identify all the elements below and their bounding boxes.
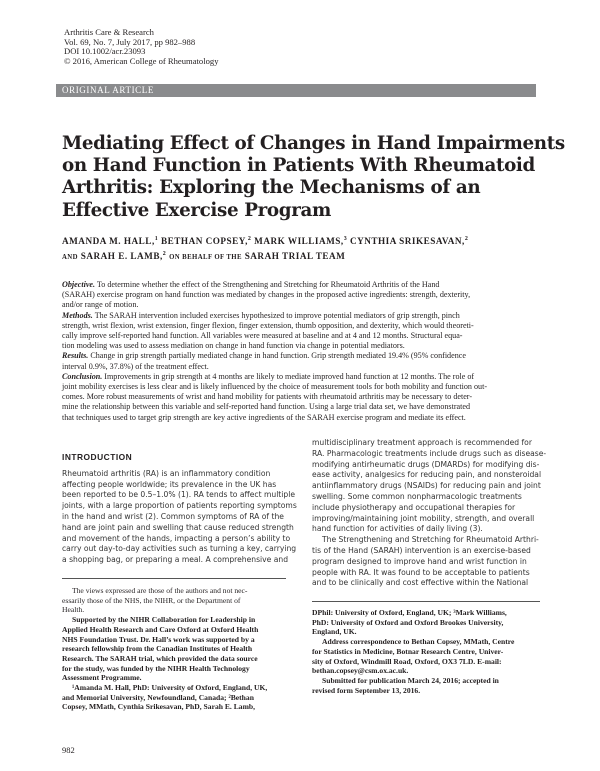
title-line: Arthritis: Exploring the Mechanisms of an: [62, 177, 481, 199]
body-text-line: Rheumatoid arthritis (RA) is an inflammatory condition: [62, 468, 271, 478]
footnote-line: Submitted for publication March 24, 2016; accepted in: [322, 675, 499, 685]
footnote-rule-right: [312, 601, 540, 602]
footnotes-left: [62, 586, 286, 712]
author-name: AMANDA M. HALL,: [62, 236, 155, 247]
body-text-line: antiinflammatory drugs (NSAIDs) for reducing pain and joint: [312, 481, 541, 491]
footnote-line: PhD: University of Oxford and Oxford Brookes University,: [312, 617, 504, 627]
footnote-line: for the study, was funded by the NIHR Health Technology: [62, 663, 250, 673]
body-text-line: include physiotherapy and occupational therapies for: [312, 502, 516, 512]
abstract-line: [62, 331, 542, 341]
abstract-text: comes. More robust measurements of wrist and hand mobility for patients with rheumatoid arthritis may be necessary to deter-: [62, 392, 473, 402]
journal-issue: Vol. 69, No. 7, July 2017, pp 982–988: [64, 36, 196, 47]
author-name: BETHAN COPSEY,: [161, 236, 248, 247]
abstract-line: [62, 362, 542, 372]
abstract-line: [62, 351, 542, 361]
footnote-line: Supported by the NIHR Collaboration for Leadership in: [72, 615, 256, 625]
body-text-line: hand function for activities of daily living (3).: [312, 524, 483, 534]
body-text-line: in the hand and wrist (2). Common symptoms of RA of the: [62, 511, 284, 521]
footnote-line: bethan.copsey@csm.ox.ac.uk.: [312, 666, 409, 676]
body-text-line: modifying antirheumatic drugs (DMARDs) for modifying dis-: [312, 459, 540, 469]
body-text-line: ease activity, analgesics for reducing pain, and nonsteroidal: [312, 470, 542, 480]
intro-column-right: [312, 438, 547, 589]
abstract-text: mine the relationship between this variable and self-reported hand function. Using a large trial data set, we have demonstrated: [62, 402, 470, 412]
abstract-text: The SARAH intervention included exercises hypothesized to improve potential mediators of grip strength, pinch: [94, 310, 460, 320]
abstract-label: Conclusion.: [62, 371, 103, 381]
abstract-text: strength, wrist flexion, wrist extension, finger flexion, finger extension, thumb opposition, and dexterity, which would theoreti-: [62, 320, 474, 330]
footnote-line: and Memorial University, Newfoundland, Canada; ²Bethan: [62, 692, 254, 702]
body-text-line: joints, with a large proportion of patients reporting symptoms: [62, 501, 297, 511]
footnote-line: The views expressed are those of the authors and not nec-: [72, 586, 248, 595]
body-text-line: multidisciplinary treatment approach is recommended for: [312, 438, 532, 447]
author-line-1: [62, 233, 542, 248]
title-line: Effective Exercise Program: [62, 199, 331, 221]
body-text-line: program designed to improve hand and wrist function in: [312, 556, 527, 566]
on-behalf-text: ON BEHALF OF THE: [169, 254, 242, 262]
abstract: [62, 280, 542, 423]
abstract-text: To determine whether the effect of the Strengthening and Stretching for Rheumatoid Arthritis of the Hand: [96, 280, 440, 289]
author-name: MARK WILLIAMS,: [254, 236, 344, 247]
journal-doi: DOI 10.1002/acr.23093: [64, 46, 146, 57]
footnote-line: revised form September 13, 2016.: [312, 685, 421, 695]
author-name: CYNTHIA SRIKESAVAN,: [350, 236, 465, 247]
author-list: [62, 233, 542, 264]
body-text-line: hand are joint pain and swelling that cause reduced strength: [62, 522, 294, 532]
abstract-line: [62, 382, 542, 392]
author-affiliation-mark: 1: [154, 236, 159, 242]
body-text-line: people with RA. It was found to be acceptable to patients: [312, 567, 530, 577]
abstract-line: [62, 300, 542, 310]
author-affiliation-mark: 2: [247, 236, 252, 242]
abstract-text: Change in grip strength partially mediated change in hand function. Grip strength mediated 19.4% (95% confidence: [90, 351, 466, 361]
footnote-line: England, UK.: [312, 627, 357, 637]
footnote-line: sity of Oxford, Windmill Road, Oxford, OX3 7LD. E-mail:: [312, 656, 502, 666]
body-text-line: swelling. Some common nonpharmacologic treatments: [312, 491, 522, 501]
abstract-paragraph: [62, 372, 542, 423]
footnote-line: Research. The SARAH trial, which provided the data source: [62, 653, 258, 663]
abstract-line: [62, 413, 542, 423]
abstract-text: that techniques used to target grip strength are key active ingredients of the SARAH exercise program and mediate its effect.: [62, 412, 466, 422]
abstract-text: (SARAH) exercise program on hand function was mediated by changes in the proposed active ingredients: strength, dexterity,: [62, 290, 471, 300]
abstract-text: interval 0.9%, 37.8%) of the treatment effect.: [62, 361, 209, 371]
author-affiliation-mark: 3: [343, 236, 348, 242]
article-title: [62, 133, 565, 222]
intro-heading: INTRODUCTION: [62, 452, 133, 462]
body-text-line: carry out day-to-day activities such as turning a key, carrying: [62, 544, 297, 554]
author-affiliation-mark: 2: [464, 236, 469, 242]
body-text-line: been reported to be 0.5–1.0% (1). RA tends to affect multiple: [62, 490, 295, 500]
title-line: Mediating Effect of Changes in Hand Impairments: [62, 133, 565, 154]
abstract-label: Objective.: [62, 280, 96, 289]
footnotes-right: [312, 608, 540, 695]
body-text-line: and to be clinically and cost effective within the National: [312, 578, 529, 588]
footnote-line: Assessment Programme.: [62, 673, 142, 683]
footnote-line: research fellowship from the Canadian Institutes of Health: [62, 644, 253, 654]
abstract-paragraph: [62, 351, 542, 371]
footnote-line: Copsey, MMath, Cynthia Srikesavan, PhD, Sarah E. Lamb,: [62, 702, 256, 712]
abstract-text: joint mobility exercises is less clear and is likely influenced by the choice of measurement tools for both mobility and function out-: [62, 382, 488, 392]
body-text-line: RA. Pharmacologic treatments include drugs such as disease-: [312, 448, 547, 458]
journal-name: Arthritis Care & Research: [64, 27, 154, 37]
abstract-line: [62, 341, 542, 351]
footnote-line: DPhil: University of Oxford, England, UK; ³Mark Williams,: [312, 608, 507, 617]
footnote-line: essarily those of the NHS, the NIHR, or the Department of: [62, 595, 241, 605]
trial-team-name: SARAH TRIAL TEAM: [244, 251, 346, 262]
body-text-line: tis of the Hand (SARAH) intervention is an exercise-based: [312, 545, 531, 555]
page-number: 982: [62, 745, 75, 755]
abstract-label: Methods.: [62, 310, 93, 320]
body-text-line: a shopping bag, or preparing a meal. A comprehensive and: [62, 555, 289, 565]
author-name: SARAH E. LAMB,: [80, 251, 163, 262]
footnote-line: ¹Amanda M. Hall, PhD: University of Oxford, England, UK,: [72, 683, 268, 693]
journal-copyright: © 2016, American College of Rheumatology: [64, 55, 219, 66]
author-line-2: [62, 248, 542, 264]
abstract-line: [62, 311, 542, 321]
footnote-line: NHS Foundation Trust. Dr. Hall’s work was supported by a: [62, 634, 255, 644]
abstract-line: [62, 290, 542, 300]
abstract-line: [62, 372, 542, 382]
journal-info: [64, 28, 219, 66]
title-line: on Hand Function in Patients With Rheumatoid: [62, 155, 535, 177]
footnote-line: Applied Health Research and Care Oxford at Oxford Health: [62, 624, 259, 634]
body-text-line: The Strengthening and Stretching for Rheumatoid Arthri-: [322, 535, 539, 545]
abstract-line: [62, 280, 542, 290]
footnote-rule-left: [62, 578, 286, 579]
abstract-text: Improvements in grip strength at 4 months are likely to mediate improved hand function at 12 months. The role of: [104, 371, 475, 381]
footnote-line: Address correspondence to Bethan Copsey, MMath, Centre: [322, 637, 515, 647]
abstract-line: [62, 402, 542, 412]
abstract-paragraph: [62, 311, 542, 352]
body-text-line: and movement of the hands, impacting a person’s ability to: [62, 533, 291, 543]
abstract-text: and/or range of motion.: [62, 300, 139, 310]
abstract-paragraph: [62, 280, 542, 311]
abstract-text: tion modeling was used to assess mediation on change in hand function via change in potential mediators.: [62, 341, 405, 351]
section-label: ORIGINAL ARTICLE: [56, 84, 536, 97]
author-and: AND: [62, 254, 78, 262]
abstract-line: [62, 321, 542, 331]
footnote-line: for Statistics in Medicine, Botnar Research Centre, Univer-: [312, 646, 504, 656]
body-text-line: improving/maintaining joint mobility, strength, and overall: [312, 513, 535, 523]
author-affiliation-mark: 2: [162, 251, 167, 258]
body-text-line: affecting people worldwide; its prevalence in the UK has: [62, 479, 277, 489]
footnote-line: Health.: [62, 605, 85, 615]
intro-column-left: [62, 452, 297, 566]
abstract-line: [62, 392, 542, 402]
abstract-label: Results.: [62, 351, 89, 361]
abstract-text: cally improve self-reported hand function. All variables were measured at baseline and at 4 and 12 months. Structural equa-: [62, 331, 463, 341]
